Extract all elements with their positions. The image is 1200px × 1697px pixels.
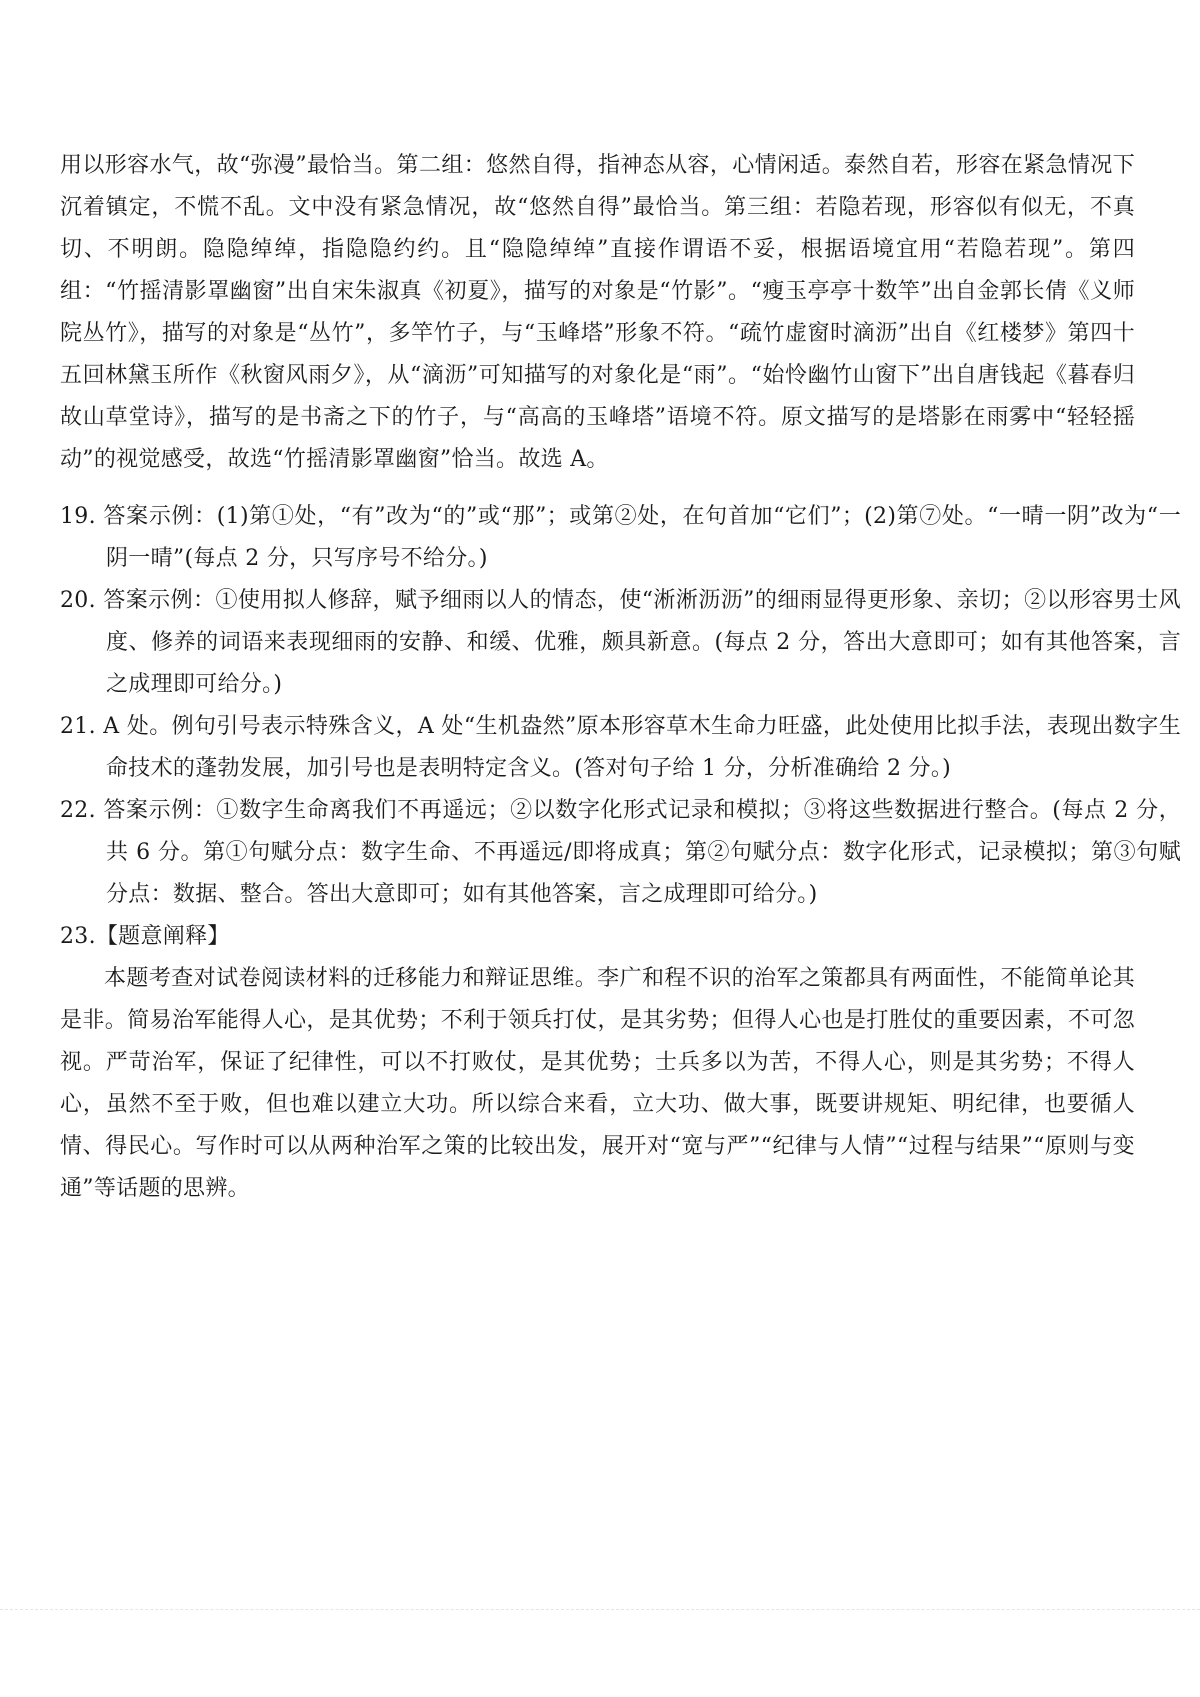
- q19-answer: 19. 答案示例：(1)第①处，“有”改为“的”或“那”；或第②处，在句首加“它们”；(2)第⑦处。“一晴一阴”改为“一阴一晴”(每点 2 分，只写序号不给分。): [60, 504, 1181, 571]
- q20-answer: 20. 答案示例：①使用拟人修辞，赋予细雨以人的情态，使“淅淅沥沥”的细雨显得更形象、亲切；②以形容男士风度、修养的词语来表现细雨的安静、和缓、优雅，颇具新意。(每点 2 分，答出大意即可；如有其他答案，言之成理即可给分。): [60, 588, 1181, 697]
- page-bottom-divider: [0, 1609, 1200, 1610]
- q18-explanation-continued: 用以形容水气，故“弥漫”最恰当。第二组：悠然自得，指神态从容，心情闲适。泰然自若，形容在紧急情况下沉着镇定，不慌不乱。文中没有紧急情况，故“悠然自得”最恰当。第三组：若隐若现，形容似有似无，不真切、不明朗。隐隐绰绰，指隐隐约约。且“隐隐绰绰”直接作谓语不妥，根据语境宜用“若隐若现”。第四组：“竹摇清影罩幽窗”出自宋朱淑真《初夏》，描写的对象是“竹影”。“瘦玉亭亭十数竿”出自金郭长倩《义师院丛竹》，描写的对象是“丛竹”，多竿竹子，与“玉峰塔”形象不符。“疏竹虚窗时滴沥”出自《红楼梦》第四十五回林黛玉所作《秋窗风雨夕》，从“滴沥”可知描写的对象化是“雨”。“始怜幽竹山窗下”出自唐钱起《暮春归故山草堂诗》，描写的是书斋之下的竹子，与“高高的玉峰塔”语境不符。原文描写的是塔影在雨雾中“轻轻摇动”的视觉感受，故选“竹摇清影罩幽窗”恰当。故选 A。: [60, 153, 1135, 472]
- q22-answer: 22. 答案示例：①数字生命离我们不再遥远；②以数字化形式记录和模拟；③将这些数据进行整合。(每点 2 分，共 6 分。第①句赋分点：数字生命、不再遥远/即将成真；第②句赋分点：数字化形式，记录模拟；第③句赋分点：数据、整合。答出大意即可；如有其他答案，言之成理即可给分。): [60, 798, 1181, 907]
- q21-answer: 21. A 处。例句引号表示特殊含义，A 处“生机盎然”原本形容草木生命力旺盛，此处使用比拟手法，表现出数字生命技术的蓬勃发展，加引号也是表明特定含义。(答对句子给 1 分，分析准确给 2 分。): [60, 714, 1181, 781]
- q23-body: 本题考查对试卷阅读材料的迁移能力和辩证思维。李广和程不识的治军之策都具有两面性，不能简单论其是非。简易治军能得人心，是其优势；不利于领兵打仗，是其劣势；但得人心也是打胜仗的重要因素，不可忽视。严苛治军，保证了纪律性，可以不打败仗，是其优势；士兵多以为苦，不得人心，则是其劣势；不得人心，虽然不至于败，但也难以建立大功。所以综合来看，立大功、做大事，既要讲规矩、明纪律，也要循人情、得民心。写作时可以从两种治军之策的比较出发，展开对“宽与严”“纪律与人情”“过程与结果”“原则与变通”等话题的思辨。: [60, 966, 1135, 1201]
- q23-heading: 23.【题意阐释】: [60, 924, 230, 949]
